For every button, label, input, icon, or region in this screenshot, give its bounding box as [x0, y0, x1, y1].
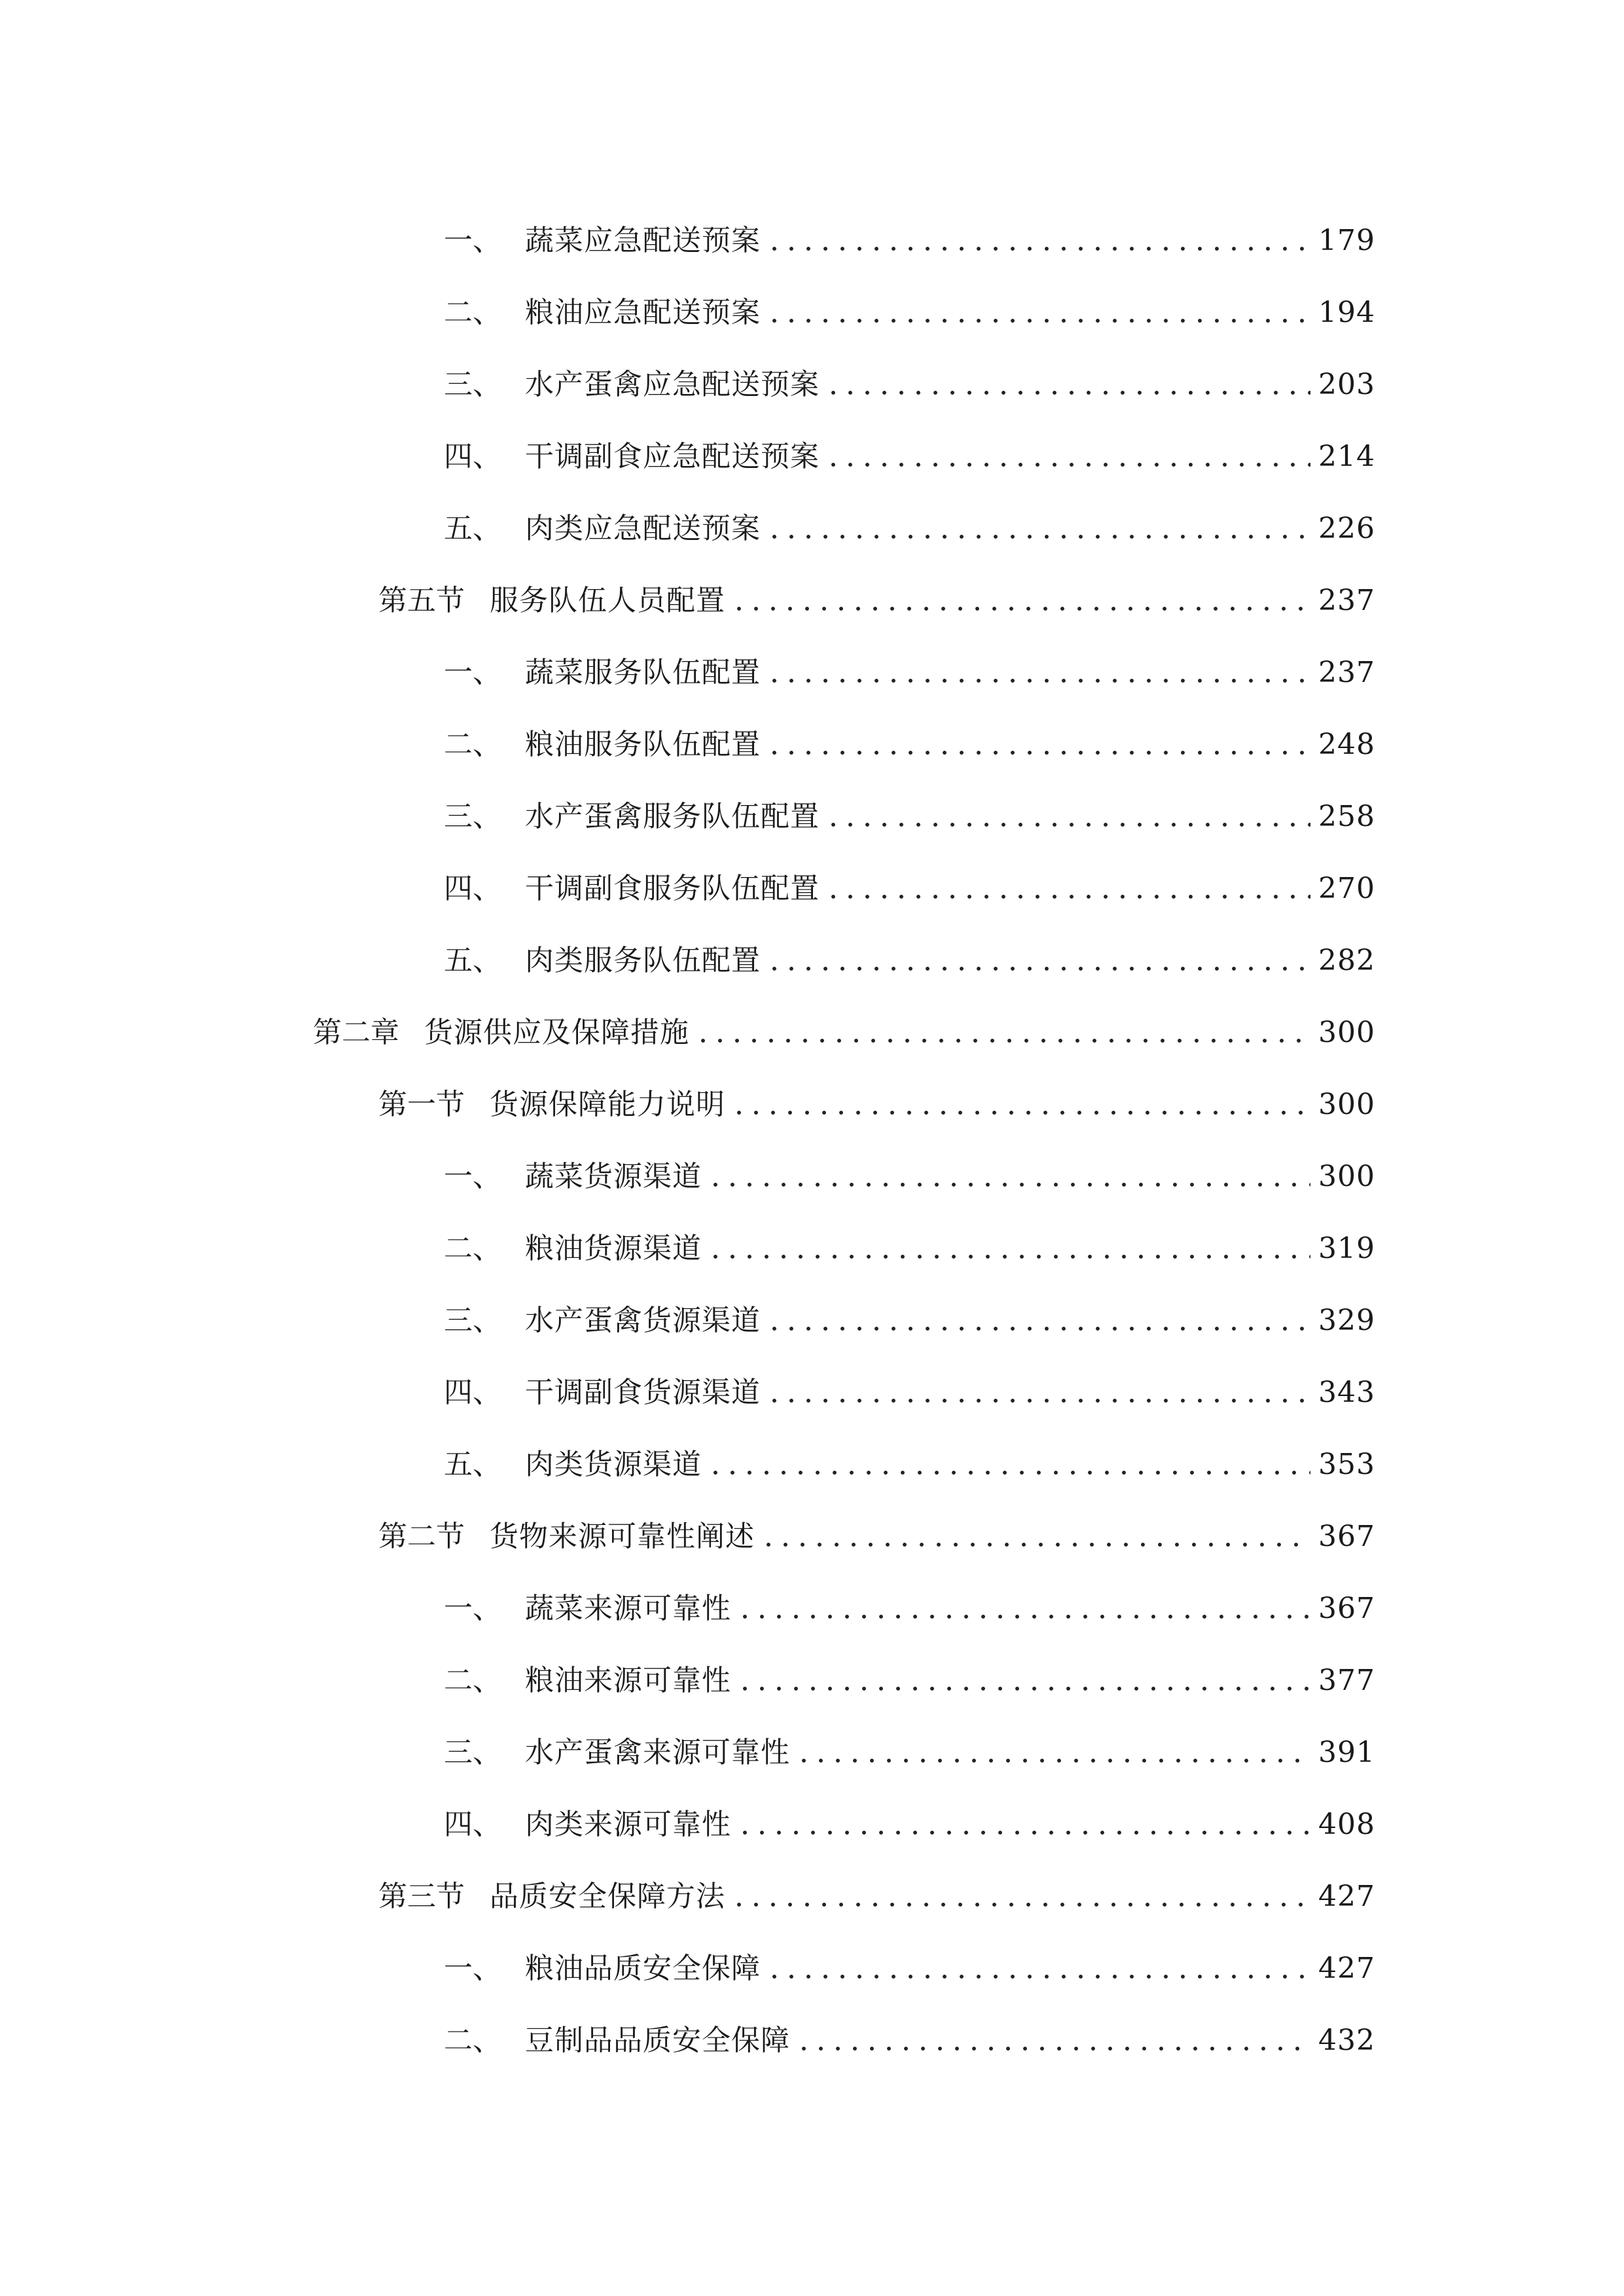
toc-entry[interactable] [444, 1715, 1375, 1767]
toc-entry-title: 肉类服务队伍配置 [525, 944, 761, 977]
dot-leader [766, 1326, 1310, 1331]
toc-entry-title: 蔬菜服务队伍配置 [525, 656, 761, 689]
toc-entry-page: 300 [1318, 1160, 1375, 1193]
toc-entry-page: 427 [1318, 1880, 1375, 1913]
toc-entry[interactable] [444, 1787, 1375, 1839]
toc-entry[interactable] [444, 1571, 1375, 1623]
toc-entry-title: 肉类来源可靠性 [525, 1808, 731, 1841]
toc-entry-number: 三、 [444, 800, 501, 833]
toc-entry-page: 319 [1318, 1232, 1375, 1265]
toc-entry-title: 豆制品品质安全保障 [525, 2024, 790, 2057]
toc-entry[interactable] [444, 1931, 1375, 1983]
dot-leader [766, 318, 1310, 323]
dot-leader [825, 462, 1310, 467]
toc-entry-number: 一、 [444, 656, 501, 689]
toc-entry-title: 水产蛋禽服务队伍配置 [525, 800, 820, 833]
dot-leader [795, 1758, 1310, 1763]
toc-entry-page: 300 [1318, 1016, 1375, 1049]
dot-leader [731, 1110, 1310, 1115]
toc-entry-page: 408 [1318, 1808, 1375, 1841]
dot-leader [707, 1182, 1310, 1187]
toc-entry-title: 蔬菜货源渠道 [525, 1160, 702, 1193]
toc-entry[interactable] [444, 419, 1375, 471]
toc-entry-page: 427 [1318, 1952, 1375, 1985]
toc-entry-title: 蔬菜来源可靠性 [525, 1592, 731, 1625]
toc-entry-page: 353 [1318, 1448, 1375, 1481]
toc-entry-number: 第二章 [313, 1016, 399, 1049]
toc-entry-page: 367 [1318, 1520, 1375, 1553]
dot-leader [766, 246, 1310, 251]
dot-leader [695, 1038, 1310, 1043]
toc-entry[interactable] [378, 563, 1375, 615]
toc-entry-page: 214 [1318, 440, 1375, 473]
toc-entry-page: 226 [1318, 512, 1375, 545]
toc-entry[interactable] [444, 1283, 1375, 1335]
toc-entry-number: 二、 [444, 1664, 501, 1697]
toc-entry-page: 258 [1318, 800, 1375, 833]
toc-entry-title: 水产蛋禽来源可靠性 [525, 1736, 790, 1769]
dot-leader [736, 1614, 1310, 1619]
toc-entry-number: 一、 [444, 224, 501, 257]
toc-entry[interactable] [444, 1427, 1375, 1479]
toc-entry[interactable] [444, 2003, 1375, 2055]
toc-entry-title: 服务队伍人员配置 [490, 584, 725, 617]
toc-entry[interactable] [444, 203, 1375, 255]
toc-entry-number: 三、 [444, 1736, 501, 1769]
toc-entry-number: 二、 [444, 2024, 501, 2057]
toc-entry-title: 干调副食服务队伍配置 [525, 872, 820, 905]
toc-entry[interactable] [378, 1067, 1375, 1119]
toc-entry-number: 三、 [444, 1304, 501, 1337]
toc-entry[interactable] [378, 1859, 1375, 1911]
toc-entry-page: 179 [1318, 224, 1375, 257]
toc-entry-title: 水产蛋禽应急配送预案 [525, 368, 820, 401]
toc-entry-number: 第五节 [378, 584, 465, 617]
toc-entry[interactable] [444, 707, 1375, 759]
toc-entry[interactable] [444, 1355, 1375, 1407]
toc-entry-number: 一、 [444, 1952, 501, 1985]
toc-entry-page: 270 [1318, 872, 1375, 905]
dot-leader [825, 822, 1310, 827]
toc-entry[interactable] [444, 851, 1375, 903]
toc-entry-number: 三、 [444, 368, 501, 401]
dot-leader [707, 1254, 1310, 1259]
toc-entry-page: 282 [1318, 944, 1375, 977]
toc-entry-number: 四、 [444, 1808, 501, 1841]
toc-entry-title: 品质安全保障方法 [490, 1880, 725, 1913]
dot-leader [825, 894, 1310, 899]
toc-entry[interactable] [444, 347, 1375, 399]
toc-entry[interactable] [313, 995, 1375, 1047]
toc-entry[interactable] [444, 1643, 1375, 1695]
toc-entry-page: 203 [1318, 368, 1375, 401]
toc-entry[interactable] [444, 635, 1375, 687]
toc-entry-title: 货物来源可靠性阐述 [490, 1520, 755, 1553]
toc-entry-number: 二、 [444, 296, 501, 329]
toc-entry-page: 391 [1318, 1736, 1375, 1769]
toc-entry-page: 300 [1318, 1088, 1375, 1121]
toc-entry-number: 四、 [444, 440, 501, 473]
toc-entry-title: 干调副食应急配送预案 [525, 440, 820, 473]
dot-leader [766, 534, 1310, 539]
toc-entry-number: 五、 [444, 512, 501, 545]
toc-entry-title: 粮油应急配送预案 [525, 296, 761, 329]
toc-entry-number: 四、 [444, 872, 501, 905]
toc-entry-page: 237 [1318, 656, 1375, 689]
toc-entry-title: 干调副食货源渠道 [525, 1376, 761, 1409]
toc-entry-page: 367 [1318, 1592, 1375, 1625]
toc-entry[interactable] [444, 491, 1375, 543]
dot-leader [760, 1542, 1310, 1547]
toc-entry-number: 第二节 [378, 1520, 465, 1553]
dot-leader [766, 750, 1310, 755]
toc-entry-title: 粮油来源可靠性 [525, 1664, 731, 1697]
toc-entry[interactable] [444, 275, 1375, 327]
dot-leader [766, 678, 1310, 683]
toc-entry-page: 194 [1318, 296, 1375, 329]
toc-entry-number: 四、 [444, 1376, 501, 1409]
toc-entry-page: 329 [1318, 1304, 1375, 1337]
dot-leader [707, 1470, 1310, 1475]
toc-entry-title: 蔬菜应急配送预案 [525, 224, 761, 257]
toc-entry-title: 肉类应急配送预案 [525, 512, 761, 545]
toc-entry-title: 粮油品质安全保障 [525, 1952, 761, 1985]
toc-entry[interactable] [378, 1499, 1375, 1551]
dot-leader [795, 2046, 1310, 2051]
toc-entry[interactable] [444, 923, 1375, 975]
dot-leader [736, 1830, 1310, 1835]
dot-leader [766, 966, 1310, 971]
toc-entry-number: 一、 [444, 1160, 501, 1193]
dot-leader [731, 606, 1310, 611]
toc-entry-number: 五、 [444, 1448, 501, 1481]
toc-entry-page: 237 [1318, 584, 1375, 617]
toc-entry-page: 248 [1318, 728, 1375, 761]
toc-entry-number: 二、 [444, 728, 501, 761]
toc-entry-title: 货源保障能力说明 [490, 1088, 725, 1121]
dot-leader [766, 1974, 1310, 1979]
toc-entry-page: 377 [1318, 1664, 1375, 1697]
toc-entry[interactable] [444, 1211, 1375, 1263]
dot-leader [731, 1902, 1310, 1907]
dot-leader [825, 390, 1310, 395]
toc-entry-number: 二、 [444, 1232, 501, 1265]
toc-entry-number: 第一节 [378, 1088, 465, 1121]
toc-entry-title: 粮油货源渠道 [525, 1232, 702, 1265]
toc-entry-page: 343 [1318, 1376, 1375, 1409]
toc-entry-title: 水产蛋禽货源渠道 [525, 1304, 761, 1337]
toc-entry-page: 432 [1318, 2024, 1375, 2057]
toc-entry-number: 第三节 [378, 1880, 465, 1913]
toc-entry-title: 货源供应及保障措施 [424, 1016, 689, 1049]
toc-entry-number: 五、 [444, 944, 501, 977]
toc-entry[interactable] [444, 1139, 1375, 1191]
toc-entry-title: 粮油服务队伍配置 [525, 728, 761, 761]
toc-entry-number: 一、 [444, 1592, 501, 1625]
dot-leader [736, 1686, 1310, 1691]
toc-entry-title: 肉类货源渠道 [525, 1448, 702, 1481]
dot-leader [766, 1398, 1310, 1403]
toc-entry[interactable] [444, 779, 1375, 831]
